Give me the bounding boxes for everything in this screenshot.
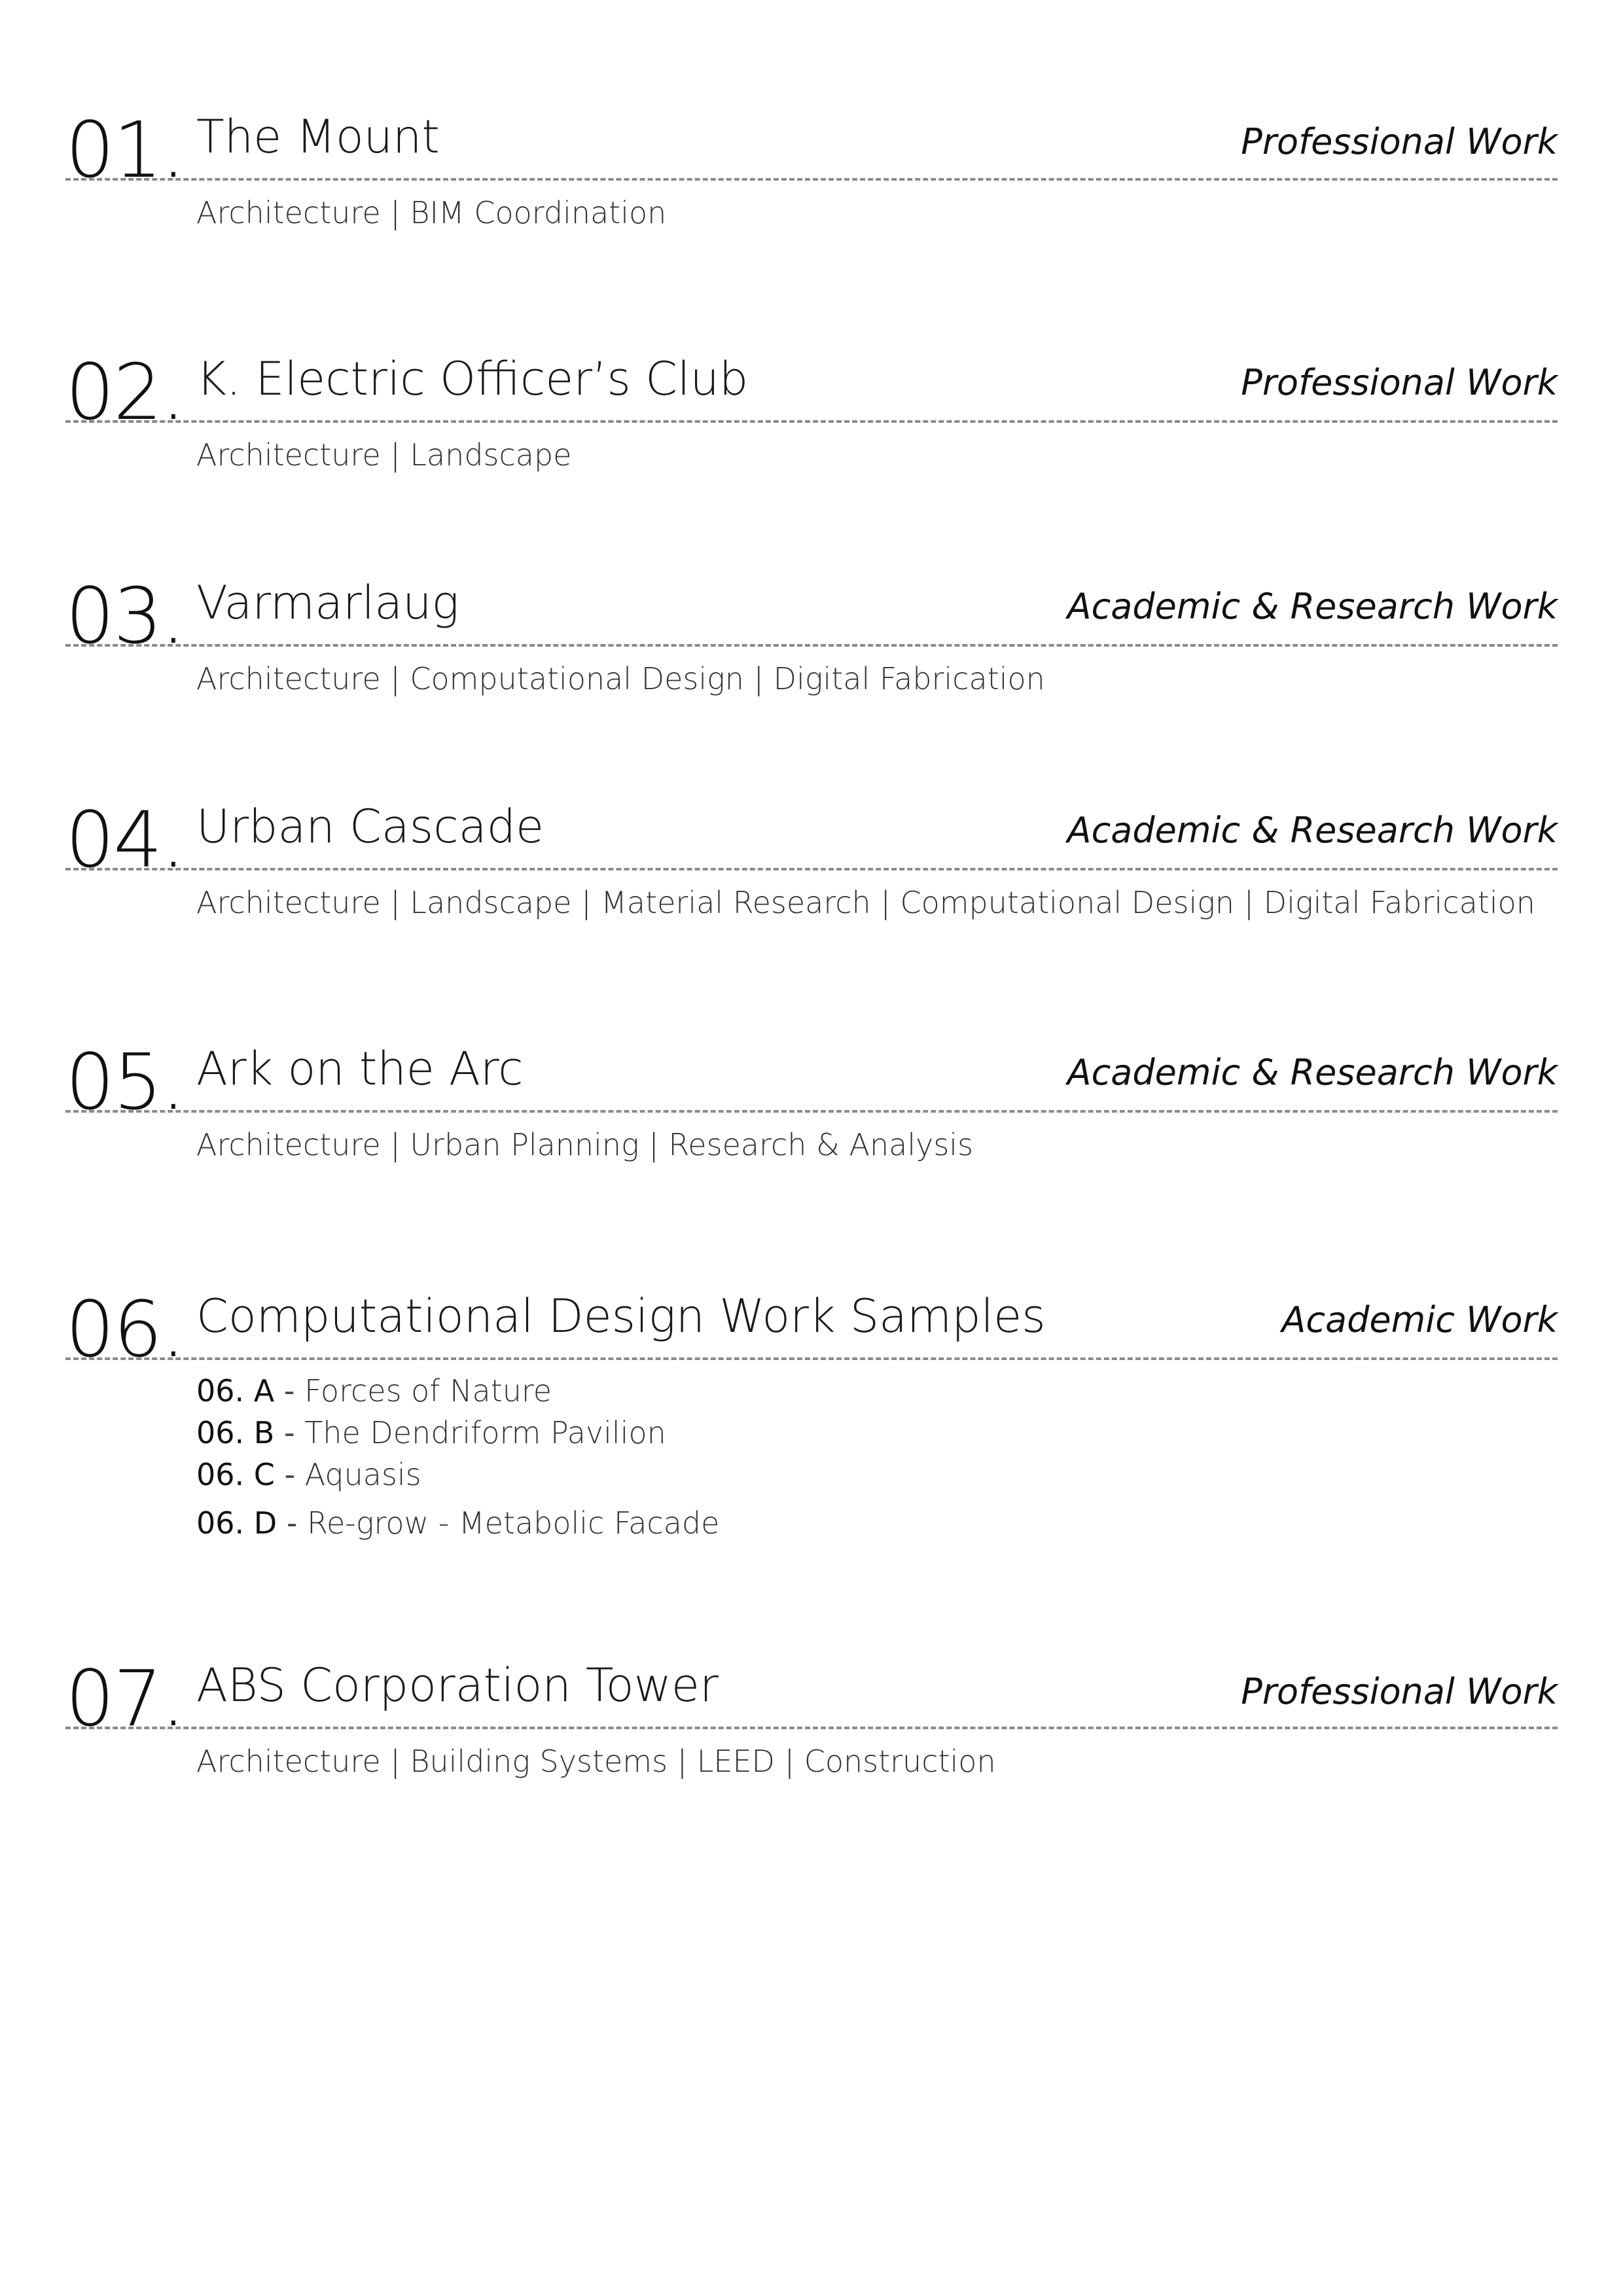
sub-project-separator: - [283,1373,295,1408]
entry-tags: Architecture | Landscape | Material Research | Computational Design | Digital Fabrication [196,885,1535,920]
entry-title: Ark on the Arc [196,1042,524,1096]
entry-category: Academic & Research Work [1067,1052,1558,1093]
entry-tags: Architecture | Computational Design | Digital Fabrication [196,661,1045,696]
entry-divider [65,1357,1558,1360]
entry-number: 05. [65,1037,185,1127]
entry-divider [65,178,1558,181]
entry-divider [65,420,1558,423]
sub-project-code: 06. C [196,1457,275,1492]
sub-project-name: Re-grow - Metabolic Facade [307,1505,720,1541]
entry-title: The Mount [196,110,440,164]
entry-category: Academic Work [1281,1299,1558,1340]
entry-category: Professional Work [1241,121,1558,162]
entry-category: Academic & Research Work [1067,586,1558,627]
sub-project-item [196,1415,666,1450]
entry-category: Academic & Research Work [1067,810,1558,851]
sub-project-item [196,1457,421,1492]
entry-number: 01. [65,105,185,195]
entry-number: 07. [65,1653,185,1744]
entry-number: 04. [65,795,185,885]
sub-project-separator: - [283,1415,295,1450]
sub-project-item [196,1505,720,1541]
sub-project-name: Forces of Nature [304,1373,552,1408]
entry-title: Urban Cascade [196,800,544,853]
sub-project-name: The Dendriform Pavilion [304,1415,666,1450]
sub-project-code: 06. D [196,1505,277,1541]
sub-project-item [196,1373,552,1408]
entry-divider [65,644,1558,647]
entry-title: Varmarlaug [196,576,459,630]
entry-title: K. Electric Officer’s Club [196,352,749,406]
entry-divider [65,1110,1558,1113]
entry-category: Professional Work [1241,362,1558,403]
sub-project-code: 06. B [196,1415,275,1450]
sub-project-code: 06. A [196,1373,275,1408]
entry-tags: Architecture | BIM Coordination [196,195,667,230]
sub-project-separator: - [286,1505,298,1541]
entry-number: 06. [65,1284,185,1374]
sub-project-name: Aquasis [304,1457,421,1492]
entry-title: ABS Corporation Tower [196,1659,719,1712]
entry-tags: Architecture | Building Systems | LEED | Construction [196,1744,996,1779]
entry-tags: Architecture | Landscape [196,437,572,473]
entry-divider [65,868,1558,870]
sub-project-separator: - [284,1457,296,1492]
entry-category: Professional Work [1241,1671,1558,1712]
entry-title: Computational Design Work Samples [196,1289,1046,1343]
entry-number: 02. [65,347,185,437]
entry-divider [65,1727,1558,1729]
entry-number: 03. [65,571,185,661]
entry-tags: Architecture | Urban Planning | Research & Analysis [196,1127,974,1162]
